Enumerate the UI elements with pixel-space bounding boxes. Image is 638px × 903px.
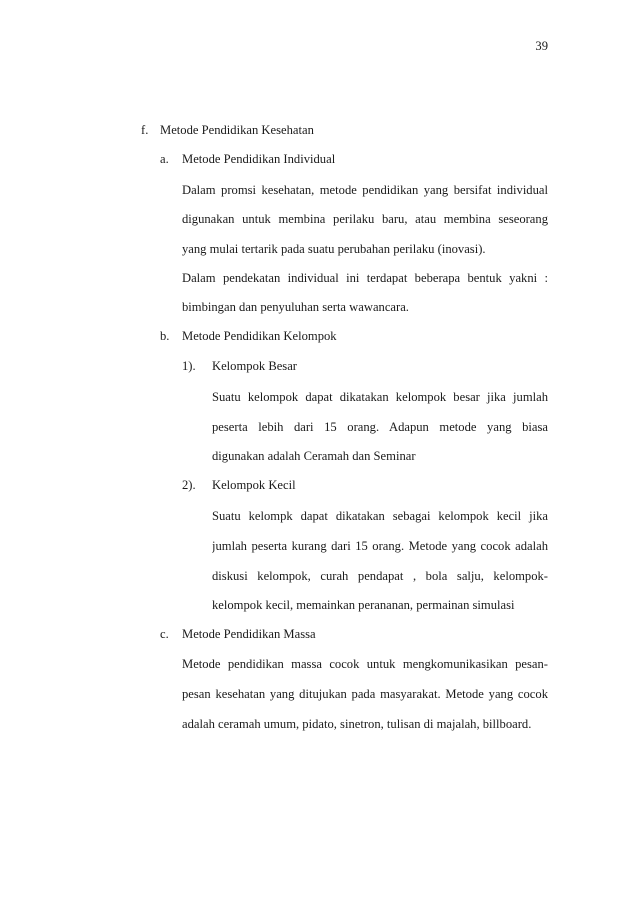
subsection-c-marker: c. xyxy=(160,627,169,641)
paragraph-line: adalah ceramah umum, pidato, sinetron, tulisan di majalah, billboard. xyxy=(182,717,532,731)
section-title: Metode Pendidikan Kesehatan xyxy=(160,123,314,137)
section-marker: f. xyxy=(141,123,149,137)
subsection-a-title: Metode Pendidikan Individual xyxy=(182,152,336,166)
paragraph-line: bimbingan dan penyuluhan serta wawancara. xyxy=(182,300,409,314)
paragraph-line: digunakan adalah Ceramah dan Seminar xyxy=(212,449,416,463)
item-1-title: Kelompok Besar xyxy=(212,359,297,373)
paragraph-line: jumlah peserta kurang dari 15 orang. Metode yang cocok adalah xyxy=(212,539,548,553)
paragraph-line: peserta lebih dari 15 orang. Adapun metode yang biasa xyxy=(212,420,548,434)
paragraph-line: Dalam pendekatan individual ini terdapat beberapa bentuk yakni : xyxy=(182,271,548,285)
paragraph-line: digunakan untuk membina perilaku baru, atau membina seseorang xyxy=(182,212,548,226)
subsection-b-title: Metode Pendidikan Kelompok xyxy=(182,329,337,343)
subsection-a-marker: a. xyxy=(160,152,169,166)
paragraph-line: Suatu kelompok dapat dikatakan kelompok besar jika jumlah xyxy=(212,390,548,404)
paragraph-line: diskusi kelompok, curah pendapat , bola salju, kelompok- xyxy=(212,569,548,583)
page-number: 39 xyxy=(535,39,548,53)
paragraph-line: Dalam promsi kesehatan, metode pendidikan yang bersifat individual xyxy=(182,183,548,197)
item-2-marker: 2). xyxy=(182,478,196,492)
paragraph-line: kelompok kecil, memainkan perananan, permainan simulasi xyxy=(212,598,515,612)
item-1-marker: 1). xyxy=(182,359,196,373)
paragraph-line: Metode pendidikan massa cocok untuk mengkomunikasikan pesan- xyxy=(182,657,548,671)
paragraph-line: yang mulai tertarik pada suatu perubahan perilaku (inovasi). xyxy=(182,242,486,256)
subsection-b-marker: b. xyxy=(160,329,170,343)
item-2-title: Kelompok Kecil xyxy=(212,478,296,492)
paragraph-line: pesan kesehatan yang ditujukan pada masyarakat. Metode yang cocok xyxy=(182,687,548,701)
subsection-c-title: Metode Pendidikan Massa xyxy=(182,627,316,641)
paragraph-line: Suatu kelompk dapat dikatakan sebagai kelompok kecil jika xyxy=(212,509,548,523)
